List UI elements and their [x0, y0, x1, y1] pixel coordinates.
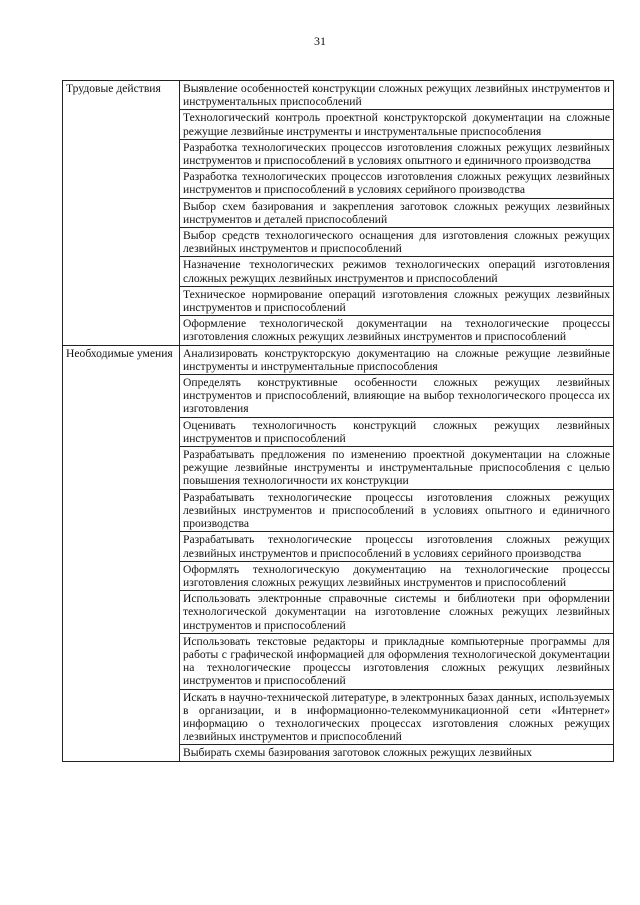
- requirement-item: Оформление технологической документации на технологические процессы изготовления сложных режущих лезвийных инструментов и приспособлений: [180, 316, 614, 345]
- requirement-item: Использовать электронные справочные системы и библиотеки при оформлении технологической документации на изготовление сложных режущих лезвийных инструментов и приспособлений: [180, 591, 614, 634]
- requirement-item: Выбирать схемы базирования заготовок сложных режущих лезвийных: [180, 745, 614, 761]
- requirement-item: Технологический контроль проектной конструкторской документации на сложные режущие лезвийные инструменты и инструментальные приспособления: [180, 110, 614, 139]
- requirement-item: Выявление особенностей конструкции сложных режущих лезвийных инструментов и инструментальных приспособлений: [180, 81, 614, 110]
- requirement-item: Искать в научно-технической литературе, в электронных базах данных, используемых в организации, и в информационно-телекоммуникационной сети «Интернет» информацию о технологических процессах изготовления сложных режущих лезвийных инструментов и приспособлений: [180, 689, 614, 745]
- requirement-item: Определять конструктивные особенности сложных режущих лезвийных инструментов и приспособлений, влияющие на выбор технологического процесса их изготовления: [180, 375, 614, 418]
- requirement-item: Выбор средств технологического оснащения для изготовления сложных режущих лезвийных инструментов и приспособлений: [180, 228, 614, 257]
- requirement-item: Выбор схем базирования и закрепления заготовок сложных режущих лезвийных инструментов и деталей приспособлений: [180, 198, 614, 227]
- section-label: Трудовые действия: [63, 81, 180, 346]
- page-number: 31: [314, 34, 326, 48]
- requirement-item: Оформлять технологическую документацию на технологические процессы изготовления сложных режущих лезвийных инструментов и приспособлений: [180, 561, 614, 590]
- requirement-item: Оценивать технологичность конструкций сложных режущих лезвийных инструментов и приспособлений: [180, 417, 614, 446]
- table-row: [63, 81, 614, 110]
- requirement-item: Разрабатывать технологические процессы изготовления сложных режущих лезвийных инструментов и приспособлений в условиях серийного производства: [180, 532, 614, 561]
- requirement-item: Разработка технологических процессов изготовления сложных режущих лезвийных инструментов и приспособлений в условиях серийного производства: [180, 169, 614, 198]
- requirement-item: Разработка технологических процессов изготовления сложных режущих лезвийных инструментов и приспособлений в условиях опытного и единичного производства: [180, 139, 614, 168]
- requirement-item: Анализировать конструкторскую документацию на сложные режущие лезвийные инструменты и инструментальные приспособления: [180, 345, 614, 374]
- requirements-table: [62, 80, 614, 762]
- requirement-item: Использовать текстовые редакторы и прикладные компьютерные программы для работы с графической информацией для оформления технологической документации на технологические процессы изготовления сложных режущих лезвийных инструментов и приспособлений: [180, 633, 614, 689]
- requirement-item: Разрабатывать предложения по изменению проектной документации на сложные режущие лезвийные инструменты и инструментальные приспособления с целью повышения технологичности их конструкции: [180, 447, 614, 490]
- requirement-item: Разрабатывать технологические процессы изготовления сложных режущих лезвийных инструментов и приспособлений в условиях опытного и единичного производства: [180, 489, 614, 532]
- requirement-item: Назначение технологических режимов технологических операций изготовления сложных режущих лезвийных инструментов и приспособлений: [180, 257, 614, 286]
- requirement-item: Техническое нормирование операций изготовления сложных режущих лезвийных инструментов и приспособлений: [180, 286, 614, 315]
- table-row: [63, 345, 614, 374]
- section-label: Необходимые умения: [63, 345, 180, 761]
